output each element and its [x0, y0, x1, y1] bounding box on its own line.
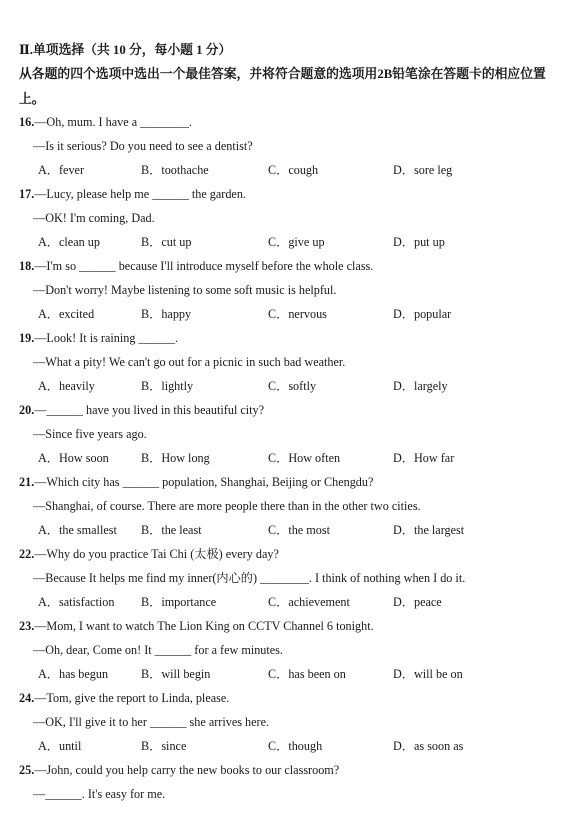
option-b[interactable]: B．will begin — [141, 667, 211, 681]
question-number: 23. — [19, 619, 35, 633]
question-number: 21. — [19, 475, 35, 489]
question-prompt — [19, 402, 573, 418]
option-c[interactable]: C．achievement — [268, 595, 350, 609]
question-number: 16. — [19, 115, 35, 129]
question-number: 19. — [19, 331, 35, 345]
question-number: 18. — [19, 259, 35, 273]
option-d[interactable]: D．peace — [393, 595, 442, 609]
option-b[interactable]: B．toothache — [141, 163, 209, 177]
question-response: —OK! I'm coming, Dad. — [33, 211, 155, 225]
question-response: —Is it serious? Do you need to see a dentist? — [33, 139, 253, 153]
question-text: —John, could you help carry the new books to our classroom? — [34, 763, 340, 777]
instruction-line-1: 从各题的四个选项中选出一个最佳答案，并将符合题意的选项用2B铅笔涂在答题卡的相应位置 — [19, 67, 546, 81]
question-text: —Mom, I want to watch The Lion King on CCTV Channel 6 tonight. — [34, 619, 374, 633]
option-c[interactable]: C．the most — [268, 523, 330, 537]
question-text: —Lucy, please help me ______ the garden. — [34, 187, 246, 201]
question-response: —OK, I'll give it to her ______ she arrives here. — [33, 715, 270, 729]
option-a[interactable]: A．until — [38, 739, 82, 753]
question-prompt — [19, 546, 573, 562]
question-prompt — [19, 690, 573, 706]
option-c[interactable]: C．How often — [268, 451, 341, 465]
question-response: —Since five years ago. — [33, 427, 147, 441]
question-response: —What a pity! We can't go out for a picnic in such bad weather. — [33, 355, 346, 369]
option-b[interactable]: B．the least — [141, 523, 202, 537]
option-c[interactable]: C．though — [268, 739, 323, 753]
question-prompt — [19, 618, 573, 634]
option-a[interactable]: A．the smallest — [38, 523, 117, 537]
question-response: —Because It helps me find my inner(内心的) ________. I think of nothing when I do it. — [33, 571, 466, 585]
question-prompt — [19, 186, 573, 202]
question-text: —Oh, mum. I have a ________. — [34, 115, 192, 129]
option-c[interactable]: C．nervous — [268, 307, 327, 321]
option-b[interactable]: B．since — [141, 739, 187, 753]
option-c[interactable]: C．has been on — [268, 667, 346, 681]
instruction-line-2: 上。 — [19, 92, 45, 106]
option-a[interactable]: A．satisfaction — [38, 595, 115, 609]
question-response: —Shanghai, of course. There are more people there than in the other two cities. — [33, 499, 421, 513]
option-d[interactable]: D．as soon as — [393, 739, 464, 753]
option-b[interactable]: B．cut up — [141, 235, 192, 249]
question-response: —______. It's easy for me. — [33, 787, 166, 801]
option-a[interactable]: A．clean up — [38, 235, 100, 249]
option-d[interactable]: D．largely — [393, 379, 448, 393]
question-text: —I'm so ______ because I'll introduce myself before the whole class. — [34, 259, 374, 273]
question-text: —Which city has ______ population, Shanghai, Beijing or Chengdu? — [34, 475, 374, 489]
option-c[interactable]: C．give up — [268, 235, 325, 249]
section-title: Ⅱ.单项选择（共 10 分，每小题 1 分） — [19, 43, 232, 57]
option-c[interactable]: C．cough — [268, 163, 319, 177]
option-c[interactable]: C．softly — [268, 379, 317, 393]
question-text: —______ have you lived in this beautiful city? — [34, 403, 265, 417]
question-prompt — [19, 114, 573, 130]
question-response: —Oh, dear, Come on! It ______ for a few minutes. — [33, 643, 283, 657]
question-prompt — [19, 258, 573, 274]
option-b[interactable]: B．How long — [141, 451, 210, 465]
question-text: —Why do you practice Tai Chi (太极) every day? — [34, 547, 279, 561]
option-a[interactable]: A．has begun — [38, 667, 109, 681]
question-number: 24. — [19, 691, 35, 705]
option-d[interactable]: D．the largest — [393, 523, 465, 537]
option-d[interactable]: D．How far — [393, 451, 455, 465]
question-prompt — [19, 474, 573, 490]
option-a[interactable]: A．fever — [38, 163, 85, 177]
option-d[interactable]: D．will be on — [393, 667, 463, 681]
option-a[interactable]: A．excited — [38, 307, 95, 321]
option-a[interactable]: A．How soon — [38, 451, 109, 465]
option-b[interactable]: B．lightly — [141, 379, 194, 393]
option-a[interactable]: A．heavily — [38, 379, 95, 393]
option-d[interactable]: D．popular — [393, 307, 452, 321]
option-d[interactable]: D．sore leg — [393, 163, 453, 177]
question-number: 20. — [19, 403, 35, 417]
question-response: —Don't worry! Maybe listening to some soft music is helpful. — [33, 283, 337, 297]
option-b[interactable]: B．happy — [141, 307, 192, 321]
question-number: 22. — [19, 547, 35, 561]
question-number: 25. — [19, 763, 35, 777]
question-prompt — [19, 330, 573, 346]
question-text: —Tom, give the report to Linda, please. — [34, 691, 230, 705]
question-number: 17. — [19, 187, 35, 201]
question-text: —Look! It is raining ______. — [34, 331, 179, 345]
option-b[interactable]: B．importance — [141, 595, 217, 609]
question-prompt — [19, 762, 573, 778]
option-d[interactable]: D．put up — [393, 235, 445, 249]
